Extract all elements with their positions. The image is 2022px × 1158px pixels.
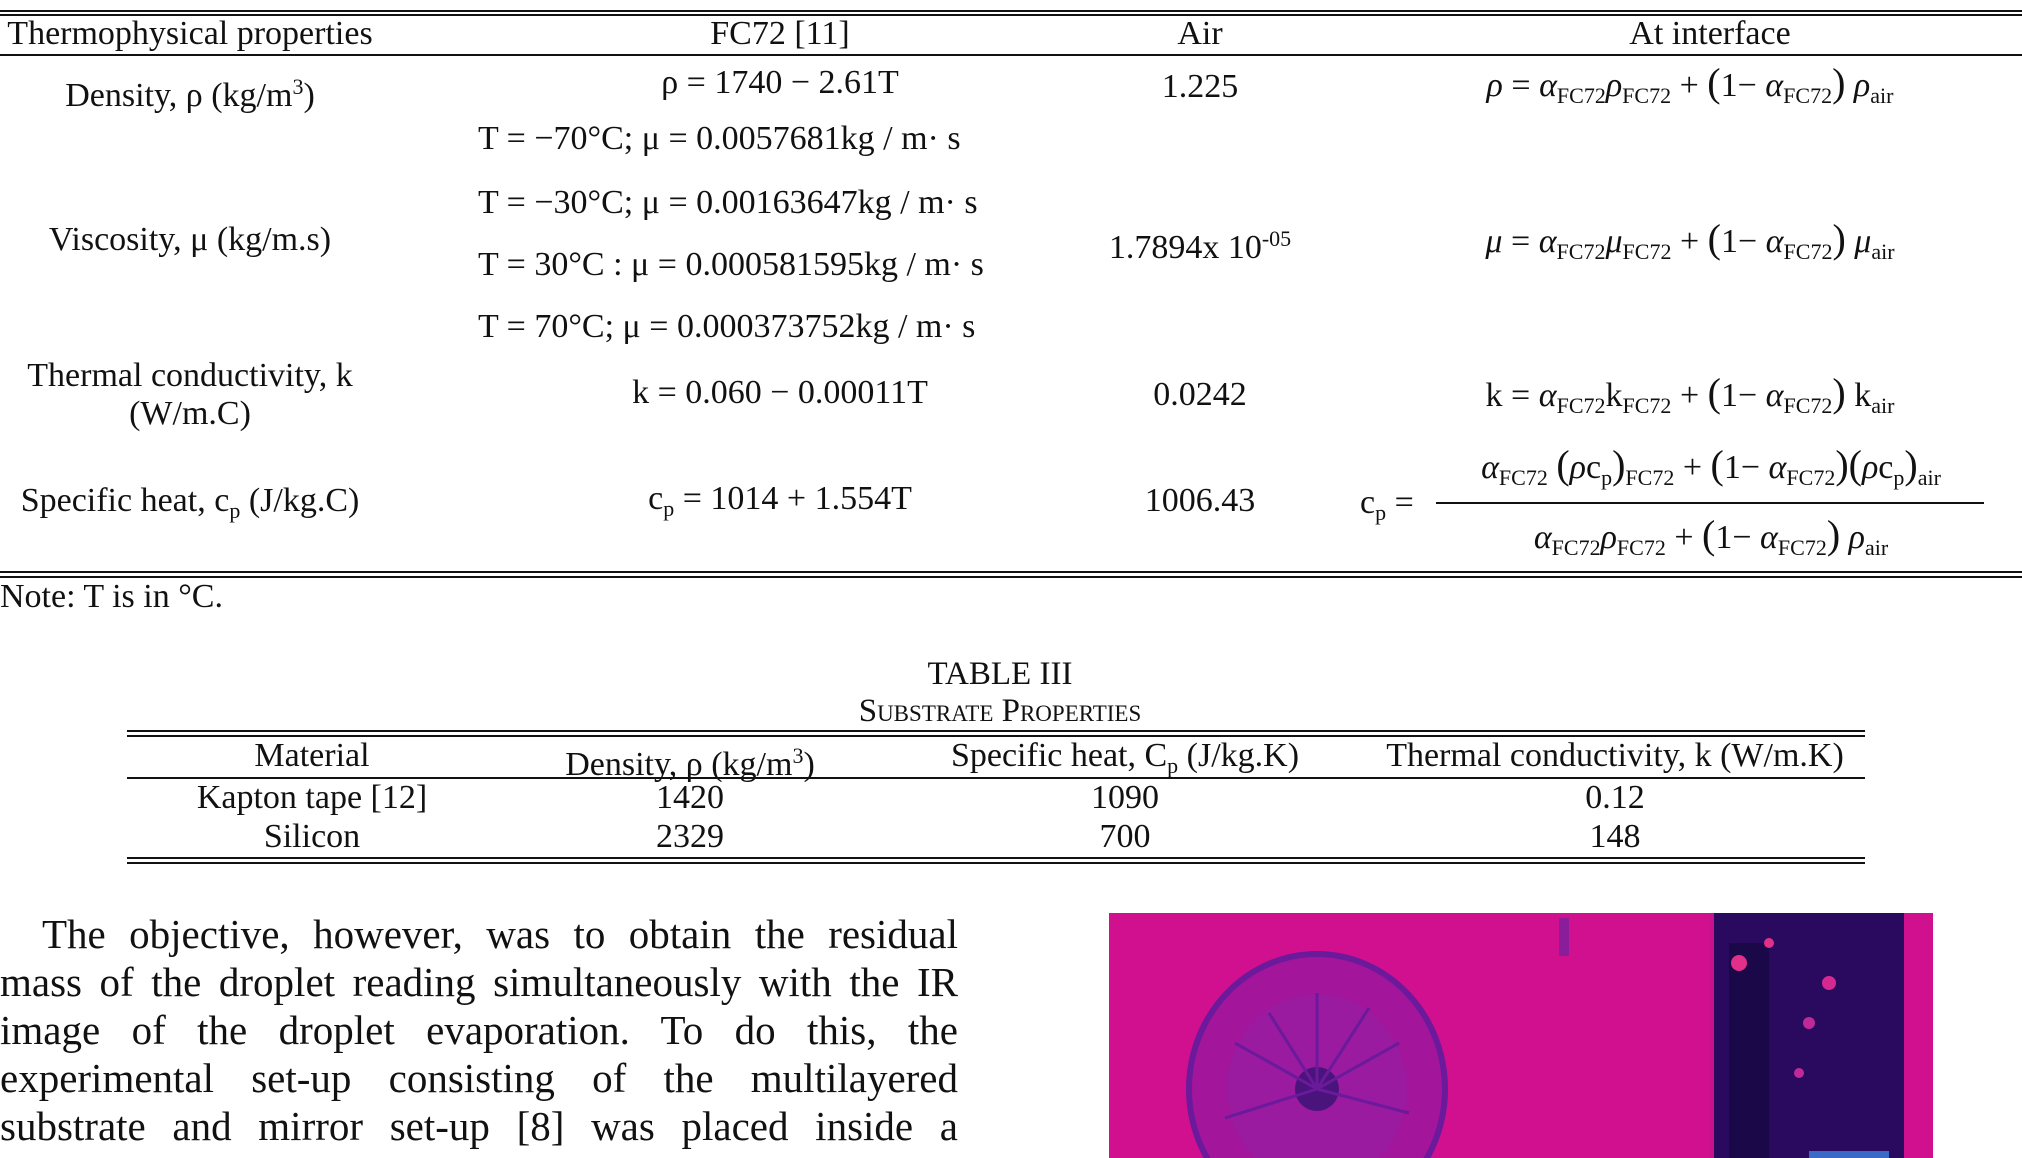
table3-cell: 148 <box>1589 818 1641 855</box>
paragraph-line: mass of the droplet reading simultaneously with the IR <box>0 959 958 1005</box>
specific-heat-fc72: $c_p = 1014 + 1.554T$ <box>648 480 912 521</box>
table3-top-rule <box>127 730 1865 732</box>
body-paragraph <box>0 910 958 1150</box>
density-label: Density, ρ $(kg/m^3)$ <box>65 74 315 114</box>
table2-header-rule <box>0 54 2022 56</box>
table2-header-fc72: FC72 [11] <box>710 15 850 52</box>
table3-cell: 0.12 <box>1585 779 1645 816</box>
viscosity-label: Viscosity, μ (kg/m.s) <box>48 221 332 258</box>
conductivity-air: 0.0242 <box>1153 376 1247 413</box>
specific-heat-label: Specific heat, $c_p$ (J/kg.C) <box>20 482 360 523</box>
table3-caption-number: TABLE III <box>927 656 1073 692</box>
table3-cell: Silicon <box>263 818 361 855</box>
table3-caption-title: Substrate Properties <box>858 693 1142 729</box>
table2-header-interface: At interface <box>1629 15 1791 52</box>
specific-heat-interface-lhs: $c_p$ = <box>1360 484 1414 525</box>
conductivity-interface-formula: $k = \alpha_{FC72}k_{FC72} + (1- \alpha_{FC72})$ $k_{air}$ <box>1485 370 1895 418</box>
table3-header-material: Material <box>254 737 370 774</box>
table2-bottom-rule <box>0 571 2022 573</box>
table3-bottom-rule-2 <box>127 862 1865 864</box>
table3-header-density: Density, ρ $(kg/m^3)$ <box>565 743 815 783</box>
paragraph-line: substrate and mirror set-up [8] was placed inside a <box>0 1103 958 1149</box>
paragraph-line: The objective, however, was to obtain the residual <box>42 911 958 957</box>
table3-cell: Kapton tape [12] <box>196 779 428 816</box>
specific-heat-interface-numerator: $\alpha_{FC72}$ $(\rho c_p)_{FC72} + (1- \alpha_{FC72})(\rho c_p)_{air}$ <box>1481 442 1941 490</box>
table3-cell: 2329 <box>656 818 724 855</box>
ir-thermal-picture <box>1109 913 1933 1158</box>
table2-header-property: Thermophysical properties <box>7 15 373 52</box>
viscosity-air: 1.7894x $10^{-05}$ <box>1108 226 1292 266</box>
specific-heat-interface-denominator: $\alpha_{FC72}\rho_{FC72} + (1- \alpha_{FC72})$ $\rho_{air}$ <box>1533 512 1889 560</box>
conductivity-label-line1: Thermal conductivity, k <box>27 357 353 394</box>
viscosity-fc72-line-2: T = −30°C; μ = 0.00163647kg / m· s <box>478 184 978 221</box>
viscosity-fc72-line-3: T = 30°C : μ = 0.000581595kg / m· s <box>478 246 984 283</box>
table2-header-air: Air <box>1177 15 1223 52</box>
density-air: 1.225 <box>1161 68 1239 105</box>
specific-heat-air: 1006.43 <box>1144 482 1256 519</box>
table2-bottom-rule-2 <box>0 576 2022 578</box>
table3-cell: 1090 <box>1091 779 1159 816</box>
paragraph-line: experimental set-up consisting of the multilayered <box>0 1055 958 1101</box>
table3-bottom-rule <box>127 857 1865 859</box>
table3-header-specific-heat: Specific heat, $C_p$ (J/kg.K) <box>950 737 1300 778</box>
table2-note: Note: T is in °C. <box>0 578 223 615</box>
ir-droplet-image <box>1109 913 1933 1158</box>
viscosity-fc72-line-4: T = 70°C; μ = 0.000373752kg / m· s <box>478 308 976 345</box>
density-fc72: ρ = 1740 − 2.61T <box>661 64 899 101</box>
specific-heat-fraction-bar <box>1436 502 1984 504</box>
table3-cell: 700 <box>1099 818 1151 855</box>
table2-top-rule <box>0 10 2022 12</box>
table3-cell: 1420 <box>656 779 724 816</box>
viscosity-fc72-line-1: T = −70°C; μ = 0.0057681kg / m· s <box>478 120 961 157</box>
conductivity-label-line2: (W/m.C) <box>129 395 251 432</box>
density-interface-formula: $\rho = \alpha_{FC72}\rho_{FC72} + (1- \alpha_{FC72})$ $\rho_{air}$ <box>1486 60 1894 108</box>
paragraph-line: image of the droplet evaporation. To do this, the <box>0 1007 958 1053</box>
table3-header-conductivity: Thermal conductivity, k (W/m.K) <box>1386 737 1844 774</box>
conductivity-fc72: k = 0.060 − 0.00011T <box>632 374 928 411</box>
viscosity-interface-formula: $\mu = \alpha_{FC72}\mu_{FC72} + (1- \alpha_{FC72})$ $\mu_{air}$ <box>1485 216 1895 264</box>
